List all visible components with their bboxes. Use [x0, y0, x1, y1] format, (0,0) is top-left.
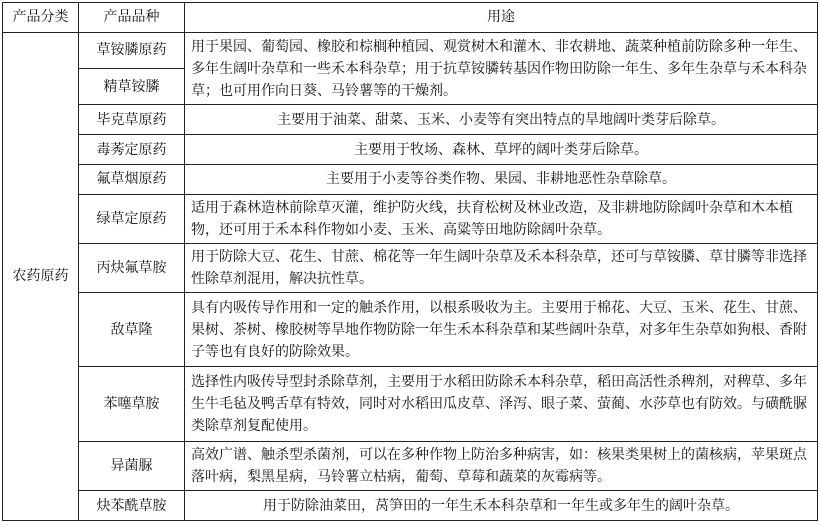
use-cell: 主要用于小麦等谷类作物、果园、非耕地恶性杂草除草。	[185, 164, 818, 194]
table-row	[3, 442, 818, 491]
category-cell: 农药原药	[3, 32, 79, 520]
use-cell: 主要用于油菜、甜菜、玉米、小麦等有突出特点的旱地阔叶类芽后除草。	[185, 105, 818, 135]
use-cell: 用于防除大豆、花生、甘蔗、棉花等一年生阔叶杂草及禾本科杂草，还可与草铵膦、草甘膦等非选择性除草剂混用，解决抗性草。	[185, 243, 818, 292]
use-cell: 高效广谱、触杀型杀菌剂，可以在多种作物上防治多种病害，如：核果类果树上的菌核病，苹果斑点落叶病，梨黑星病，马铃薯立枯病，葡萄、草莓和蔬菜的灰霉病等。	[185, 442, 818, 491]
product-cell: 异菌脲	[79, 442, 185, 491]
product-cell: 草铵膦原药	[79, 32, 185, 68]
product-cell: 苯噻草胺	[79, 367, 185, 442]
table-row	[3, 32, 818, 68]
use-cell: 主要用于牧场、森林、草坪的阔叶类芽后除草。	[185, 135, 818, 165]
table-row	[3, 135, 818, 165]
product-cell: 精草铵膦	[79, 69, 185, 105]
table-row	[3, 292, 818, 367]
table-row	[3, 491, 818, 521]
table-row	[3, 243, 818, 292]
table-row	[3, 164, 818, 194]
use-cell: 适用于森林造林前除草灭灌，维护防火线，扶育松树及林业改造，及非耕地防除阔叶杂草和木本植物，还可用于禾本科作物如小麦、玉米、高粱等田地防除阔叶杂草。	[185, 194, 818, 243]
product-cell: 绿草定原药	[79, 194, 185, 243]
use-cell: 具有内吸传导作用和一定的触杀作用，以根系吸收为主。主要用于棉花、大豆、玉米、花生、甘蔗、果树、茶树、橡胶树等旱地作物防除一年生禾本科杂草和某些阔叶杂草，对多年生杂草如狗根、香附子等也有良好的防除效果。	[185, 292, 818, 367]
product-cell: 敌草隆	[79, 292, 185, 367]
header-product: 产品品种	[79, 3, 185, 33]
header-category: 产品分类	[3, 3, 79, 33]
header-row	[3, 3, 818, 33]
table-row	[3, 194, 818, 243]
use-cell: 选择性内吸传导型封杀除草剂，主要用于水稻田防除禾本科杂草，稻田高活性杀稗剂，对稗草、多年生牛毛毡及鸭舌草有特效，同时对水稻田瓜皮草、泽泻、眼子菜、萤蔺、水莎草也有防效。与磺酰脲类除草剂复配使用。	[185, 367, 818, 442]
header-use: 用途	[185, 3, 818, 33]
product-cell: 氟草烟原药	[79, 164, 185, 194]
product-cell: 丙炔氟草胺	[79, 243, 185, 292]
table-row	[3, 367, 818, 442]
product-cell: 毒莠定原药	[79, 135, 185, 165]
table-row	[3, 105, 818, 135]
product-cell: 毕克草原药	[79, 105, 185, 135]
use-cell: 用于防除油菜田，莴笋田的一年生禾本科杂草和一年生或多年生的阔叶杂草。	[185, 491, 818, 521]
use-cell: 用于果园、葡萄园、橡胶和棕榈种植园、观赏树木和灌木、非农耕地、蔬菜种植前防除多种一年生、多年生阔叶杂草和一些禾本科杂草；用于抗草铵膦转基因作物田防除一年生、多年生杂草与禾本科杂草；也可用作向日葵、马铃薯等的干燥剂。	[185, 32, 818, 104]
product-cell: 炔苯酰草胺	[79, 491, 185, 521]
product-table	[2, 2, 818, 521]
